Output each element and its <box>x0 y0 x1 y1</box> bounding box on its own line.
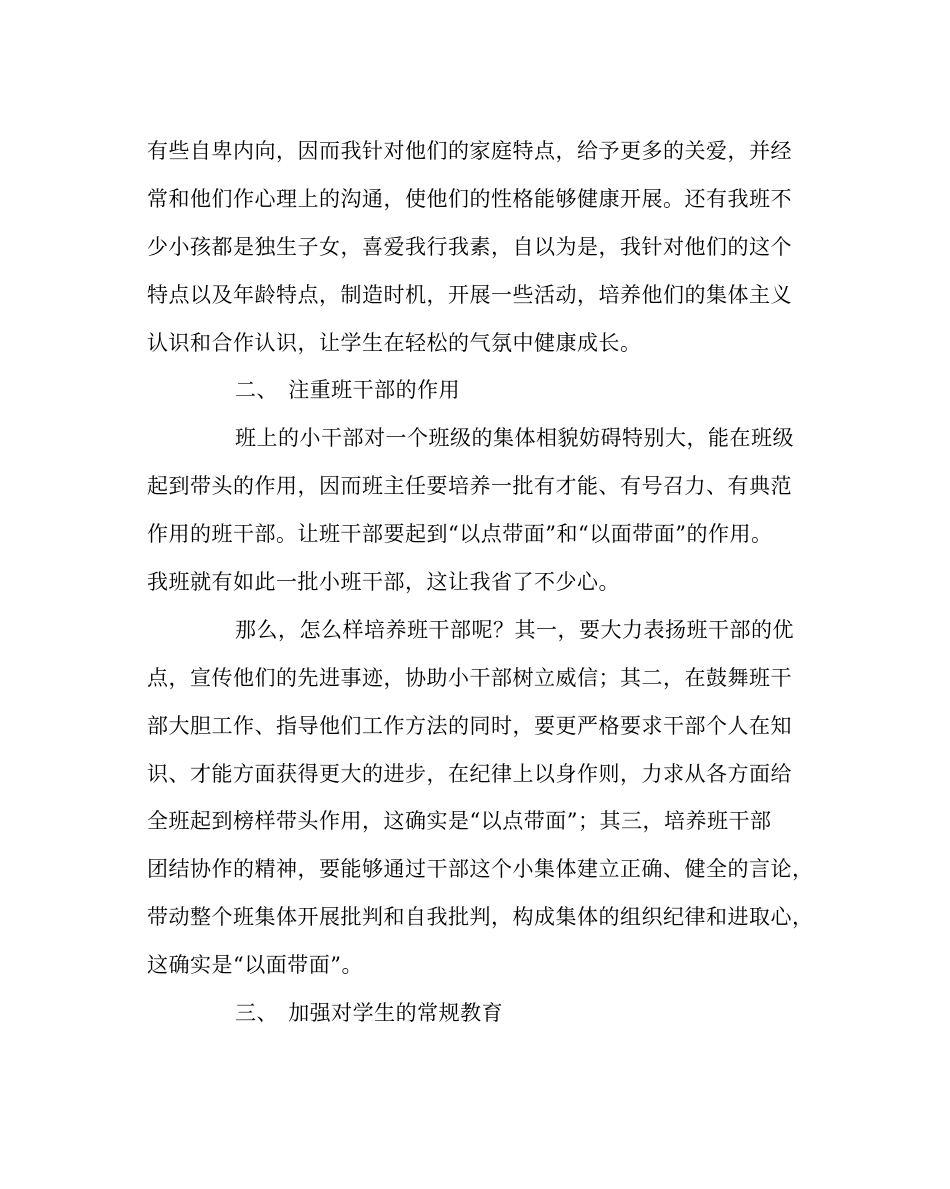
paragraph-line: 我班就有如此一批小班干部，这让我省了不少心。 <box>147 570 620 595</box>
paragraph-line: 点，宣传他们的先进事迹，协助小干部树立威信；其二，在鼓舞班干 <box>147 665 792 690</box>
section-title: 加强对学生的常规教育 <box>288 1001 504 1026</box>
section-number: 三、 <box>235 1001 278 1026</box>
section-heading-2 <box>147 367 827 415</box>
paragraph-line: 特点以及年龄特点，制造时机，开展一些活动，培养他们的集体主义 <box>147 282 792 307</box>
paragraph-line: 常和他们作心理上的沟通，使他们的性格能够健康开展。还有我班不 <box>147 186 792 211</box>
section-number: 二、 <box>235 378 278 403</box>
paragraph-line: 这确实是“以面带面”。 <box>147 953 363 978</box>
paragraph-line: 少小孩都是独生子女，喜爱我行我素，自以为是，我针对他们的这个 <box>147 234 792 259</box>
paragraph-line: 班上的小干部对一个班级的集体相貌妨碍特别大，能在班级 <box>235 426 794 451</box>
paragraph-line: 部大胆工作、指导他们工作方法的同时，要更严格要求干部个人在知 <box>147 713 792 738</box>
paragraph-line: 带动整个班集体开展批判和自我批判，构成集体的组织纪律和进取心， <box>147 905 814 930</box>
paragraph-line: 团结协作的精神，要能够通过干部这个小集体建立正确、健全的言论， <box>147 857 814 882</box>
paragraph-line: 全班起到榜样带头作用，这确实是“以点带面”；其三，培养班干部 <box>147 809 772 834</box>
paragraph-line: 那么，怎么样培养班干部呢？其一，要大力表扬班干部的优 <box>235 617 794 642</box>
document-body <box>147 128 827 1038</box>
section-title: 注重班干部的作用 <box>288 378 461 403</box>
paragraph-line: 识、才能方面获得更大的进步，在纪律上以身作则，力求从各方面给 <box>147 761 792 786</box>
paragraph-line: 有些自卑内向，因而我针对他们的家庭特点，给予更多的关爱，并经 <box>147 139 792 163</box>
paragraph-line: 认识和合作认识，让学生在轻松的气氛中健康成长。 <box>147 330 642 355</box>
paragraph-line: 作用的班干部。让班干部要起到“以点带面”和“以面带面”的作用。 <box>147 522 773 547</box>
section-heading-3 <box>147 990 827 1038</box>
paragraph-line: 起到带头的作用，因而班主任要培养一批有才能、有号召力、有典范 <box>147 474 792 499</box>
